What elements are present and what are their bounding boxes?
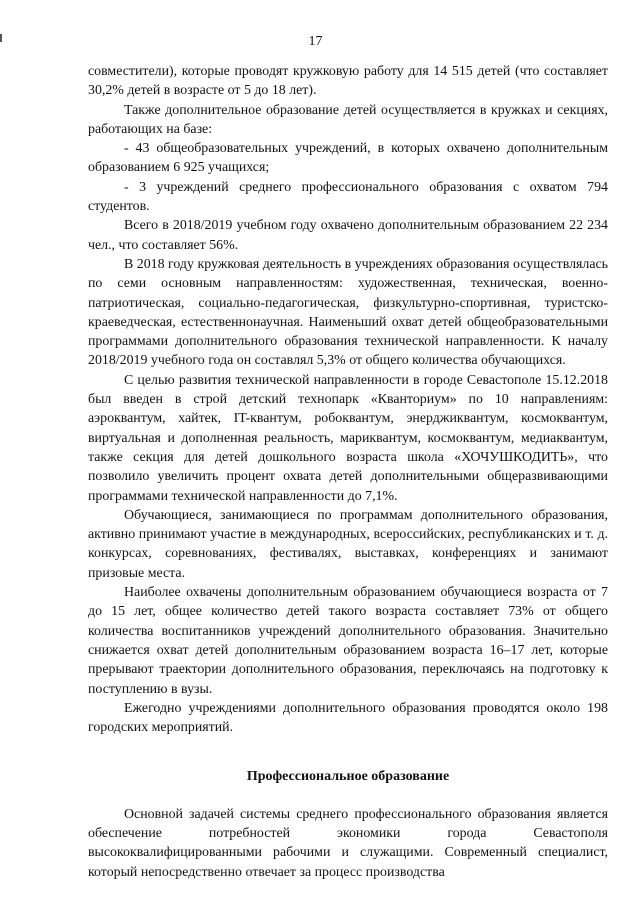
paragraph: Всего в 2018/2019 учебном году охвачено дополнительным образованием 22 234 чел., что составляет 56%. [88, 218, 608, 253]
list-item: - 3 учреждений среднего профессионального образования с охватом 794 студентов. [88, 179, 608, 215]
list-item: - 43 общеобразовательных учреждений, в которых охвачено дополнительным образованием 6 925 учащихся; [88, 141, 608, 176]
page-content [88, 62, 608, 882]
paragraph: С целью развития технической направленности в городе Севастополе 15.12.2018 был введен в строй детский технопарк «Кванториум» по 10 направлениям: аэроквантум, хайтек, IT-квантум, робоквантум, энерджиквантум, космоквантум, виртуальная и дополненная реальность, мариквантум, космоквантум, медиаквантум, также секция для детей дошкольного возраста школа «ХОЧУШКОДИТЬ», что позволило увеличить процент охвата детей дополнительными общеразвивающими программами технической направленности до 7,1%. [88, 372, 608, 504]
paragraph: Также дополнительное образование детей осуществляется в кружках и секциях, работающих на базе: [88, 102, 608, 137]
paragraph: совместители), которые проводят кружковую работу для 14 515 детей (что составляет 30,2% детей в возрасте от 5 до 18 лет). [88, 64, 608, 99]
section-heading: Профессиональное образование [246, 769, 450, 785]
paragraph: Обучающиеся, занимающиеся по программам дополнительного образования, активно принимают участие в международных, всероссийских, республиканских и т. д. конкурсах, соревнованиях, фестивалях, выставках, конференциях и занимают призовые места. [88, 507, 608, 581]
page-number: 17 [308, 34, 323, 49]
paragraph: Основной задачей системы среднего профессионального образования является обеспечение потребностей экономики города Севастополя высококвалифицированными рабочими и служащими. Современный специалист, который непосредственно отвечает за процесс производства [88, 806, 608, 880]
paragraph: Ежегодно учреждениями дополнительного образования проводятся около 198 городских мероприятий. [88, 700, 608, 736]
paragraph: В 2018 году кружковая деятельность в учреждениях образования осуществлялась по семи основным направленностям: художественная, техническая, военно-патриотическая, социально-педагогическая, физкультурно-спортивная, туристско-краеведческая, естественнонаучная. Наименьший охват детей общеобразовательными программами дополнительного образования технической направленности. К началу 2018/2019 учебного года он составлял 5,3% от общего количества обучающихся. [88, 256, 608, 369]
paragraph: Наиболее охвачены дополнительным образованием обучающиеся возраста от 7 до 15 лет, общее количество детей такого возраста составляет 73% от общего количества воспитанников учреждений дополнительного образования. Значительно снижается охват детей дополнительным образованием возраста 16–17 лет, которые прерывают траектории дополнительного образования, переключаясь на подготовку к поступлению в вузы. [88, 585, 608, 697]
